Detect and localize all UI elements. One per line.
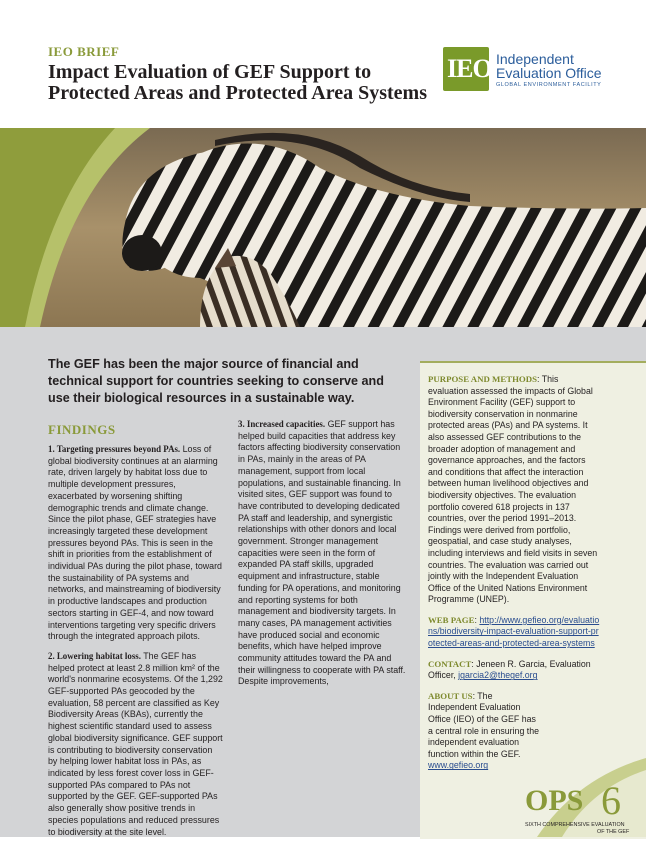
finding-2-title: 2. Lowering habitat loss. (48, 650, 141, 661)
web-sep: : (474, 614, 480, 625)
ops6-number: 6 (601, 778, 621, 823)
finding-3-text: GEF support has helped build capacities that address key factors affecting biodiversity conservation in PAs, mainly in the areas of PA management, support from local populations, and sustainable financing. In visited sites, GEF support was found to have contributed to developing dedicated PA staff and leadership, and synergistic relationships with other donors and local government. Stronger management capacities were seen in the form of expanded PA staff skills, upgraded equipment and infrastructure, stable funding for PA operations, and monitoring and reporting systems for both management and biodiversity targets. In many cases, PA management activities have produced social and economic benefits, which have helped improve community attitudes toward the PA and their willingness to cooperate with PA staff. Despite improvements, (238, 419, 406, 687)
finding-1-text: Loss of global biodiversity continues at an alarming rate, driven largely by habitat loss due to multiple development pressures, exacerbated by worsening shifting demographic trends and climate change. Since the pilot phase, GEF strategies have increasingly targeted these development pressures beyond PAs. This is seen in the shift in priorities from the establishment of individual PAs during the pilot phase, toward the sustainability of PA systems and networks, and mainstreaming of biodiversity in productive landscapes and production sectors starting in GEF-4, and now toward interventions targeting very specific drivers through the integrated approach pilots. (48, 444, 222, 642)
ieo-logo-mark-text: IEO (447, 54, 492, 83)
zebra-hero-image (0, 128, 646, 327)
web-label: WEB PAGE (428, 614, 475, 625)
page-title: Impact Evaluation of GEF Support to Protected Areas and Protected Area Systems (48, 61, 427, 104)
finding-2 (48, 651, 223, 838)
finding-1-title: 1. Targeting pressures beyond PAs. (48, 444, 181, 454)
sidebar-content (428, 374, 600, 781)
logo-line-2: Evaluation Office (496, 65, 602, 81)
findings-column-1 (48, 444, 223, 846)
ops6-line-2: OF THE GEF (597, 829, 630, 835)
contact-text: : Jeneen R. Garcia, Evaluation Officer, (428, 658, 591, 681)
logo-line-3: GLOBAL ENVIRONMENT FACILITY (496, 82, 602, 88)
web-page (428, 615, 600, 650)
contact (428, 659, 600, 682)
web-page-link[interactable]: http://www.gefieo.org/evaluations/biodiversity-impact-evaluation-support-protected-areas-and-protected-area-systems (428, 614, 600, 649)
finding-3-title: 3. Increased capacities. (238, 419, 326, 429)
about-label: ABOUT US (428, 690, 473, 701)
ieo-logo (443, 47, 623, 91)
purpose-methods (428, 374, 600, 606)
finding-2-text: The GEF has helped protect at least 2.8 million km² of the world's nonmarine ecosystems. Of the 1,292 GEF-supported PAs geocoded by the evaluation, 58 percent are classified as Key Biodiversity Areas (KBAs), currently the highest scientific standard used to assess global biodiversity significance. GEF support is contributing to biodiversity conservation by helping lower habitat loss in PAs, as indicated by less forest cover loss in GEF-supported PAs compared to PAs not supported by the GEF. GEF-supported PAs also generally show positive trends in species populations and reduced pressures to biodiversity at the site level. (48, 650, 223, 837)
ieo-logo-mark (443, 47, 492, 91)
finding-1 (48, 444, 223, 643)
purpose-label: PURPOSE AND METHODS (428, 374, 537, 384)
contact-email-link[interactable]: jgarcia2@thegef.org (458, 670, 538, 681)
finding-3 (238, 419, 408, 688)
brief-kicker: IEO BRIEF (48, 44, 120, 59)
contact-label: CONTACT (428, 658, 472, 669)
purpose-text: : This evaluation assessed the impacts of Global Environment Facility (GEF) support to biodiversity conservation in nonmarine protected areas (PAs) and PA systems. It also assessed GEF contributions to the broader adoption of management and governance approaches, and the factors and conditions that affect the interaction between human livelihood objectives and biodiversity objectives. The evaluation portfolio covered 618 projects in 137 countries, over the period 1991–2013. Findings were derived from portfolio, geospatial, and case study analyses, including interviews and field visits in seven countries. The evaluation was carried out jointly with the Independent Evaluation Office of the United Nations Environment Programme (UNEP). (428, 374, 598, 605)
lead-statement: The GEF has been the major source of financial and technical support for countries seeking to conserve and use their biological resources in a sustainable way. (48, 357, 384, 405)
logo-line-1: Independent (496, 51, 574, 67)
about-link[interactable]: www.gefieo.org (428, 760, 489, 771)
ops6-line-1: SIXTH COMPREHENSIVE EVALUATION (525, 822, 625, 828)
ops6-mark: OPS (525, 784, 584, 817)
about-text: : The Independent Evaluation Office (IEO) of the GEF has a central role in ensuring the independent evaluation function within the GEF. (428, 690, 540, 759)
findings-column-2 (238, 419, 408, 696)
ops6-logo (517, 758, 646, 837)
findings-heading: FINDINGS (48, 422, 116, 437)
